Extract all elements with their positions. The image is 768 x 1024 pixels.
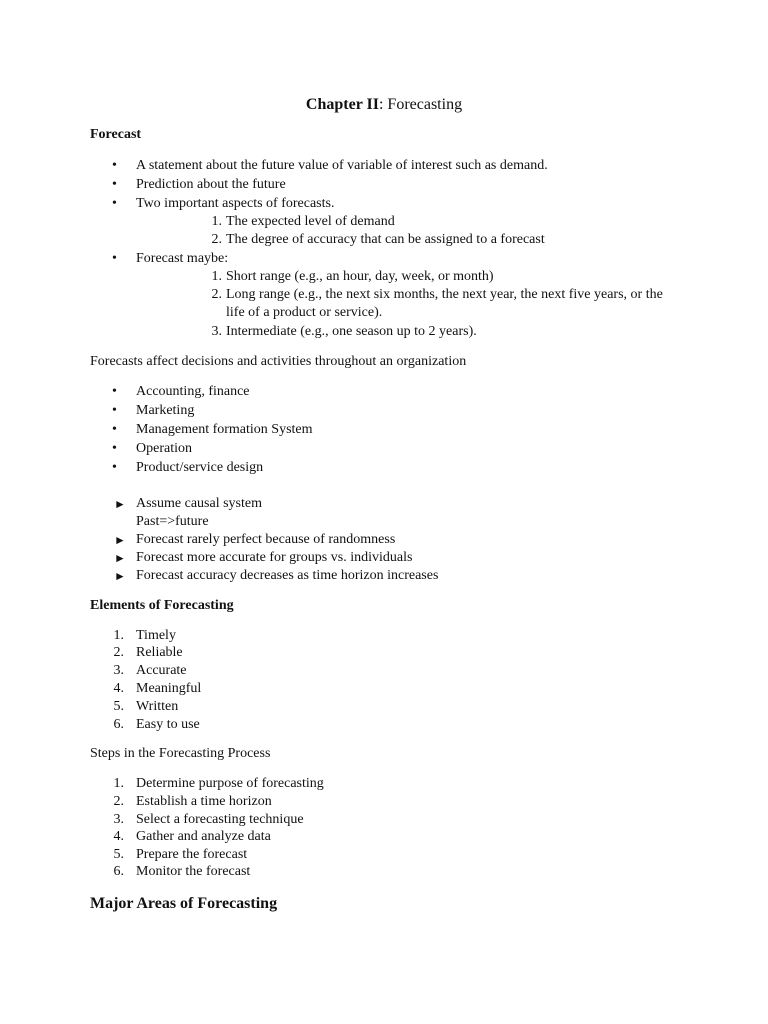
list-item-text: Establish a time horizon [136, 794, 272, 809]
list-item-text: Meaningful [136, 681, 202, 696]
title-rest: : Forecasting [378, 96, 463, 113]
list-item-text: Forecast rarely perfect because of randomness [136, 532, 396, 547]
list-item-text: Accurate [136, 663, 187, 678]
list-number: 2. [211, 287, 222, 302]
title-bold: Chapter II [305, 96, 379, 113]
bullet-icon: • [112, 441, 117, 456]
list-number: 3. [113, 663, 124, 678]
list-item-text: Prepare the forecast [136, 847, 248, 862]
list-number: 1. [113, 776, 124, 791]
bullet-icon: • [112, 403, 117, 418]
list-number: 3. [211, 324, 222, 339]
bullet-icon: • [112, 196, 117, 211]
list-item-text: Easy to use [136, 717, 200, 732]
list-number: 5. [113, 847, 124, 862]
page-title [0, 95, 768, 115]
list-item-text: Accounting, finance [136, 384, 250, 399]
list-item-text: Forecast maybe: [136, 251, 229, 266]
list-number: 5. [113, 699, 124, 714]
bullet-icon: • [112, 158, 117, 173]
list-number: 3. [113, 812, 124, 827]
list-item-text: Operation [136, 441, 192, 456]
bullet-icon: • [112, 384, 117, 399]
list-number: 6. [113, 717, 124, 732]
steps-paragraph: Steps in the Forecasting Process [90, 746, 271, 761]
sub-list-item-text: Short range (e.g., an hour, day, week, or month) [226, 269, 494, 284]
sub-list-item-text: The expected level of demand [226, 214, 395, 229]
list-item-text: Forecast more accurate for groups vs. individuals [136, 550, 413, 565]
elements-heading: Elements of Forecasting [90, 598, 234, 613]
sub-list-item-text: Long range (e.g., the next six months, the next year, the next five years, or the life of a product or service). [226, 287, 663, 320]
sub-list-item-text: The degree of accuracy that can be assigned to a forecast [226, 232, 545, 247]
list-number: 1. [211, 214, 222, 229]
list-number: 2. [113, 645, 124, 660]
list-number: 2. [211, 232, 222, 247]
list-number: 1. [113, 628, 124, 643]
list-item-text: Two important aspects of forecasts. [136, 196, 335, 211]
list-item-text: Assume causal system [136, 496, 262, 511]
triangle-bullet-icon: ► [114, 569, 126, 583]
list-item-text: Select a forecasting technique [136, 812, 304, 827]
list-number: 4. [113, 681, 124, 696]
list-item-text: Timely [136, 628, 176, 643]
past-future-text: Past=>future [136, 514, 209, 529]
list-item-text: Product/service design [136, 460, 264, 475]
list-number: 4. [113, 829, 124, 844]
major-areas-heading: Major Areas of Forecasting [90, 895, 278, 912]
bullet-icon: • [112, 422, 117, 437]
list-number: 1. [211, 269, 222, 284]
list-item-text: Prediction about the future [136, 177, 286, 192]
list-item-text: Marketing [136, 403, 195, 418]
bullet-icon: • [112, 251, 117, 266]
list-item-text: Written [136, 699, 179, 714]
sub-list-item-text: Intermediate (e.g., one season up to 2 years). [226, 324, 477, 339]
list-item-text: Reliable [136, 645, 183, 660]
affect-paragraph: Forecasts affect decisions and activities throughout an organization [90, 354, 467, 369]
triangle-bullet-icon: ► [114, 533, 126, 547]
forecast-heading: Forecast [90, 127, 142, 142]
bullet-icon: • [112, 460, 117, 475]
list-number: 6. [113, 864, 124, 879]
bullet-icon: • [112, 177, 117, 192]
triangle-bullet-icon: ► [114, 497, 126, 511]
triangle-bullet-icon: ► [114, 551, 126, 565]
list-item-text: Management formation System [136, 422, 313, 437]
list-item-text: Determine purpose of forecasting [136, 776, 324, 791]
list-item-text: Gather and analyze data [136, 829, 271, 844]
list-item-text: A statement about the future value of variable of interest such as demand. [136, 158, 548, 173]
list-number: 2. [113, 794, 124, 809]
list-item-text: Forecast accuracy decreases as time horizon increases [136, 568, 439, 583]
list-item-text: Monitor the forecast [136, 864, 251, 879]
